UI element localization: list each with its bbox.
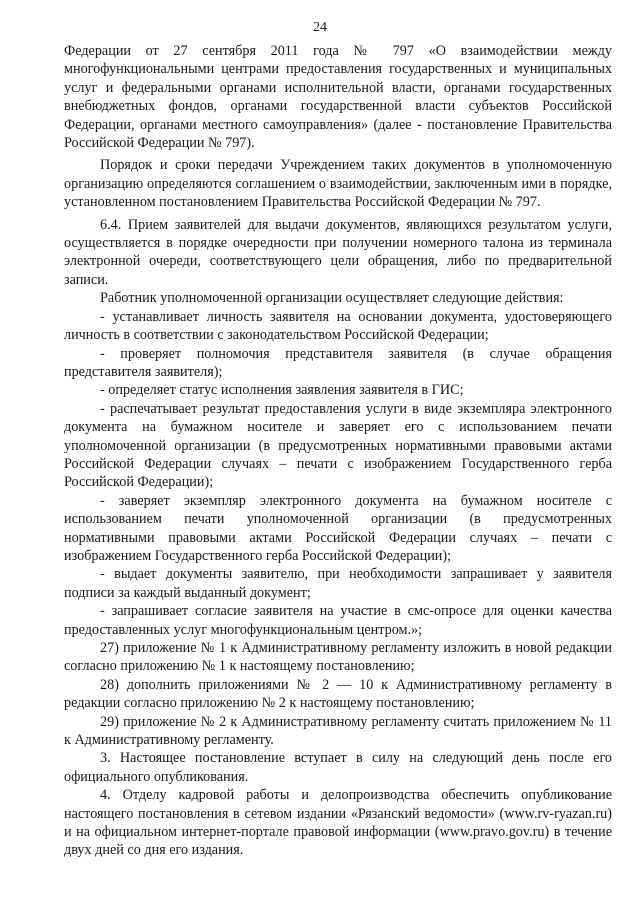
paragraph-continuation: Федерации от 27 сентября 2011 года № 797 «О взаимодействии между многофункциональными центрами предоставления государственных и муниципальных услуг и федеральными органами исполнительной власти, органами государственных внебюджетных фондов, органами государственной власти субъектов Российской Федерации, органами местного самоуправления» (далее - постановление Правительства Российской Федерации № 797).	[64, 43, 612, 152]
paragraph-6-4: 6.4. Прием заявителей для выдачи документов, являющихся результатом услуги, осуществляется в порядке очередности при получении номерного талона из терминала электронной очереди, соответствующего цели обращения, либо по предварительной записи.	[64, 216, 612, 288]
document-body	[64, 42, 612, 860]
paragraph-item-27: 27) приложение № 1 к Административному регламенту изложить в новой редакции согласно приложению № 1 к настоящему постановлению;	[64, 640, 612, 675]
list-item-authority: - проверяет полномочия представителя заявителя (в случае обращения представителя заявителя);	[64, 345, 612, 380]
list-item-status: - определяет статус исполнения заявления заявителя в ГИС;	[100, 382, 464, 399]
paragraph-4: 4. Отделу кадровой работы и делопроизводства обеспечить опубликование настоящего постановления в сетевом издании «Рязанский ведомости» (www.rv-ryazan.ru) и на официальном интернет-портале правовой информации (www.pravo.gov.ru) в течение двух дней со дня его издания.	[64, 787, 612, 859]
list-item-print: - распечатывает результат предоставления услуги в виде экземпляра электронного документа на бумажном носителе и заверяет его с использованием печати уполномоченной организации (в предусмотренных нормативными правовыми актами Российской Федерации случаях – печати с изображением Государственного герба Российской Федерации);	[64, 400, 612, 491]
paragraph-actions-intro: Работник уполномоченной организации осуществляет следующие действия:	[100, 290, 564, 307]
list-item-survey: - запрашивает согласие заявителя на участие в смс-опросе для оценки качества предоставленных услуг многофункциональным центром.»;	[64, 603, 612, 638]
paragraph-transfer-order: Порядок и сроки передачи Учреждением таких документов в уполномоченную организацию определяются соглашением о взаимодействии, заключенным ими в порядке, установленном постановлением Правительства Российской Федерации № 797.	[64, 157, 612, 211]
list-item-issue: - выдает документы заявителю, при необходимости запрашивает у заявителя подписи за каждый выданный документ;	[64, 566, 612, 601]
paragraph-item-29: 29) приложение № 2 к Административному регламенту считать приложением № 11 к Административному регламенту.	[64, 713, 612, 749]
page-number: 24	[313, 20, 327, 35]
paragraph-item-28: 28) дополнить приложениями № 2 — 10 к Административному регламенту в редакции согласно приложению № 2 к настоящему постановлению;	[64, 676, 612, 712]
paragraph-3: 3. Настоящее постановление вступает в силу на следующий день после его официального опубликования.	[64, 750, 612, 785]
list-item-certify: - заверяет экземпляр электронного документа на бумажном носителе с использованием печати уполномоченной организации (в предусмотренных нормативными правовыми актами Российской Федерации случаях – печати с изображением Государственного герба Российской Федерации);	[64, 492, 612, 564]
list-item-identity: - устанавливает личность заявителя на основании документа, удостоверяющего личность в соответствии с законодательством Российской Федерации;	[64, 308, 612, 344]
